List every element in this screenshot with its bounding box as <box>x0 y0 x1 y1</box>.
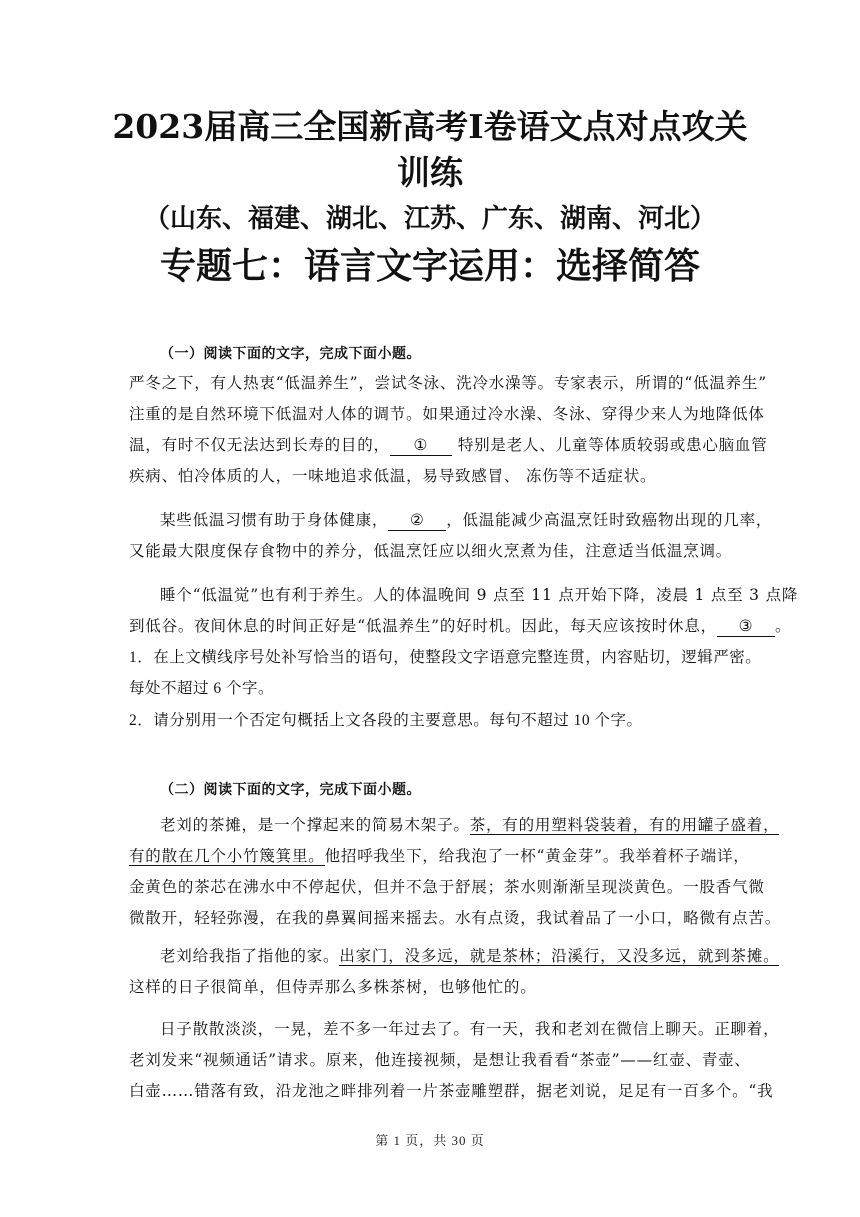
question-1-line1: 1．在上文横线序号处补写恰当的语句，使整段文字语意完整连贯，内容贴切，逻辑严密。 <box>129 649 762 666</box>
page-footer: 第 1 页，共 30 页 <box>375 1133 485 1148</box>
section1-para3-line2 <box>129 611 792 641</box>
blank-3: ③ <box>717 616 775 637</box>
section2-para2-line1 <box>160 941 780 971</box>
section2-para2-line2: 这样的日子很简单，但侍弄那么多株茶树，也够他忙的。 <box>129 978 537 996</box>
section2-para1-line3: 金黄色的茶芯在沸水中不停起伏，但并不急于舒展；茶水则渐渐呈现淡黄色。一股香气微 <box>129 878 765 896</box>
section1-para1-line2: 注重的是自然环境下低温对人体的调节。如果通过冷水澡、冬泳、穿得少来人为地降低体 <box>129 405 765 423</box>
text-segment: 他招呼我坐下，给我泡了一杯“黄金芽”。我举着杯子端详， <box>324 847 750 865</box>
section1-para1-line3 <box>129 430 768 460</box>
section1-heading: （一）阅读下面的文字，完成下面小题。 <box>160 345 421 361</box>
section2-para3-line1: 日子散散淡淡，一晃，差不多一年过去了。有一天，我和老刘在微信上聊天。正聊着， <box>160 1020 780 1038</box>
section1-para3-line1: 睡个“低温觉”也有利于养生。人的体温晚间 9 点至 11 点开始下降，凌晨 1 点至 3 点降 <box>160 586 799 604</box>
section2-para1-line4: 微散开，轻轻弥漫，在我的鼻翼间摇来摇去。水有点烫，我试着品了一小口，略微有点苦。 <box>129 909 782 927</box>
question-2: 2．请分别用一个否定句概括上文各段的主要意思。每句不超过 10 个字。 <box>129 712 643 729</box>
section2-heading: （二）阅读下面的文字，完成下面小题。 <box>160 781 421 797</box>
text-segment: 到低谷。夜间休息的时间正好是“低温养生”的好时机。因此，每天应该按时休息， <box>129 617 717 635</box>
text-segment: 特别是老人、儿童等体质较弱或患心脑血管 <box>457 436 768 454</box>
section2-para1-line2 <box>129 841 750 871</box>
section2-para3-line2: 老刘发来“视频通话”请求。原来，他连接视频，是想让我看看“茶壶”——红壶、青壶、 <box>129 1051 751 1069</box>
text-segment: 某些低温习惯有助于身体健康， <box>160 511 389 529</box>
provinces-subtitle: （山东、福建、湖北、江苏、广东、湖南、河北） <box>143 204 716 234</box>
underlined-segment: 出家门，没多远，就是茶林；沿溪行，又没多远，就到茶摊。 <box>339 947 780 965</box>
text-segment: 老刘给我指了指他的家。 <box>160 947 340 965</box>
blank-2: ② <box>388 510 446 531</box>
section1-para2-line1 <box>160 505 773 535</box>
text-segment: 温，有时不仅无法达到长寿的目的， <box>129 436 390 454</box>
section1-para2-line2: 又能最大限度保存食物中的养分，低温烹饪应以细火烹煮为佳，注意适当低温烹调。 <box>129 542 733 560</box>
document-title-line2: 训练 <box>397 153 463 192</box>
section2-para3-line3: 白壶……错落有致，沿龙池之畔排列着一片茶壶雕塑群，据老刘说，足足有一百多个。“我 <box>129 1082 774 1100</box>
section1-para1-line1: 严冬之下，有人热衷“低温养生”，尝试冬泳、洗冷水澡等。专家表示，所谓的“低温养生” <box>129 374 767 392</box>
blank-1: ① <box>390 435 452 456</box>
underlined-segment: 有的散在几个小竹篾箕里。 <box>129 847 325 865</box>
section2-para1-line1 <box>160 810 780 840</box>
section1-para1-line4: 疾病、怕冷体质的人，一味地追求低温，易导致感冒、 冻伤等不适症状。 <box>129 467 657 485</box>
topic-heading: 专题七：语言文字运用：选择简答 <box>159 245 700 287</box>
text-segment: 。 <box>774 617 792 635</box>
underlined-segment: 茶，有的用塑料袋装着，有的用罐子盛着， <box>469 816 780 834</box>
question-1-line2: 每处不超过 6 个字。 <box>129 680 275 697</box>
text-segment: ，低温能减少高温烹饪时致癌物出现的几率， <box>446 511 773 529</box>
document-title-line1: 2023届高三全国新高考Ⅰ卷语文点对点攻关 <box>112 107 748 146</box>
text-segment: 老刘的茶摊，是一个撑起来的简易木架子。 <box>160 816 470 834</box>
